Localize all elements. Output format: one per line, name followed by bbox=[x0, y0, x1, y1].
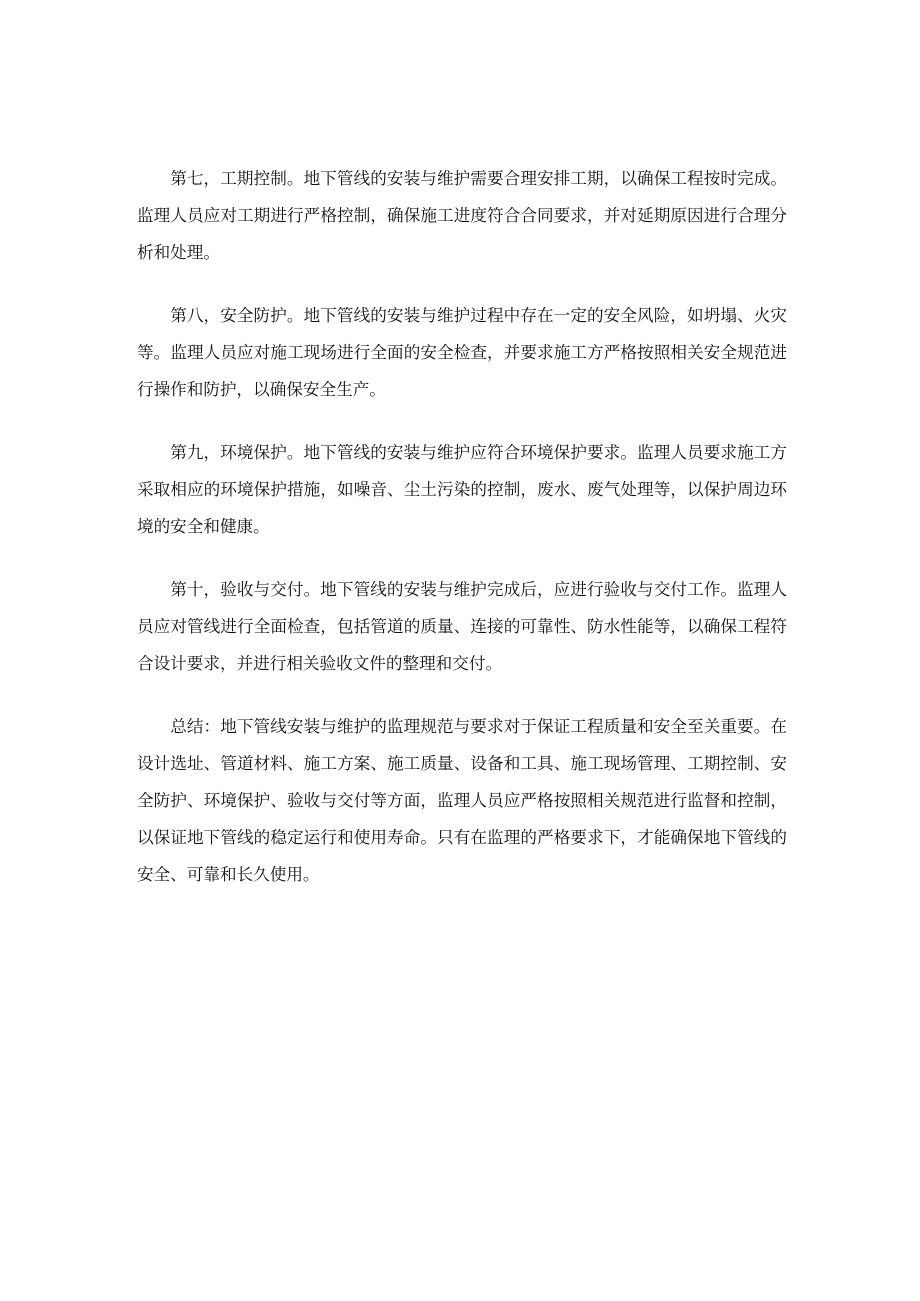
paragraph-schedule-control: 第七，工期控制。地下管线的安装与维护需要合理安排工期，以确保工程按时完成。监理人员应对工期进行严格控制，确保施工进度符合合同要求，并对延期原因进行合理分析和处理。 bbox=[137, 169, 787, 262]
paragraph-safety-protection: 第八，安全防护。地下管线的安装与维护过程中存在一定的安全风险，如坍塌、火灾等。监理人员应对施工现场进行全面的安全检查，并要求施工方严格按照相关安全规范进行操作和防护，以确保安全生产。 bbox=[137, 306, 787, 399]
paragraph-summary: 总结：地下管线安装与维护的监理规范与要求对于保证工程质量和安全至关重要。在设计选址、管道材料、施工方案、施工质量、设备和工具、施工现场管理、工期控制、安全防护、环境保护、验收与交付等方面，监理人员应严格按照相关规范进行监督和控制，以保证地下管线的稳定运行和使用寿命。只有在监理的严格要求下，才能确保地下管线的安全、可靠和长久使用。 bbox=[137, 717, 787, 884]
paragraph-environmental-protection: 第九，环境保护。地下管线的安装与维护应符合环境保护要求。监理人员要求施工方采取相应的环境保护措施，如噪音、尘土污染的控制，废水、废气处理等，以保护周边环境的安全和健康。 bbox=[137, 443, 787, 536]
document-body bbox=[137, 160, 787, 919]
paragraph-acceptance-delivery: 第十，验收与交付。地下管线的安装与维护完成后，应进行验收与交付工作。监理人员应对管线进行全面检查，包括管道的质量、连接的可靠性、防水性能等，以确保工程符合设计要求，并进行相关验收文件的整理和交付。 bbox=[137, 580, 787, 673]
